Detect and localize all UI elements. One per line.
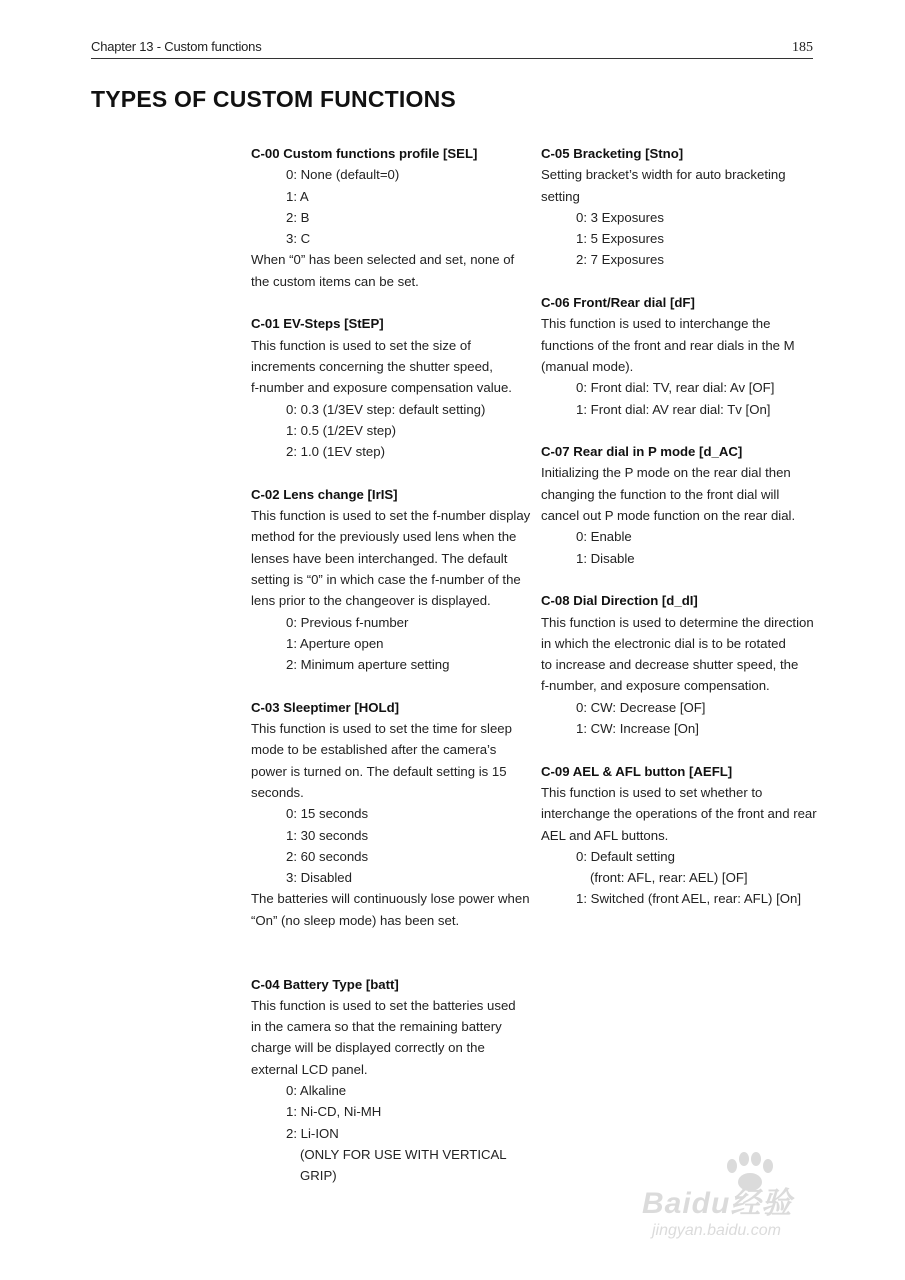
section-description: changing the function to the front dial will — [541, 486, 780, 502]
section-description: power is turned on. The default setting is 15 — [251, 763, 507, 779]
option-item: 1: 5 Exposures — [576, 231, 664, 247]
section-c04 — [251, 974, 531, 1187]
option-item: 1: 30 seconds — [286, 827, 369, 843]
section-description: This function is used to set the size of — [251, 337, 471, 353]
section-c02 — [251, 484, 531, 676]
section-description: lens prior to the changeover is displayed. — [251, 593, 491, 609]
option-item: 1: Disable — [576, 550, 635, 566]
option-item: 1: 0.5 (1/2EV step) — [286, 422, 396, 438]
section-description: Setting bracket’s width for auto bracketing — [541, 167, 786, 183]
header-divider — [91, 58, 813, 59]
section-description: seconds. — [251, 784, 304, 800]
section-c00 — [251, 143, 531, 292]
option-item: 1: CW: Increase [On] — [576, 721, 699, 737]
section-title: C-02 Lens change [IrIS] — [251, 486, 398, 502]
option-item: 1: Front dial: AV rear dial: Tv [On] — [576, 401, 771, 417]
right-column — [541, 143, 821, 910]
section-c05 — [541, 143, 821, 271]
section-title: C-03 Sleeptimer [HOLd] — [251, 699, 400, 715]
section-description: interchange the operations of the front and rear — [541, 806, 817, 822]
section-title: C-00 Custom functions profile [SEL] — [251, 146, 478, 161]
option-item: 3: C — [286, 231, 311, 247]
section-description: in the camera so that the remaining battery — [251, 1019, 502, 1035]
section-description: charge will be displayed correctly on the — [251, 1040, 485, 1056]
section-note: When “0” has been selected and set, none of — [251, 252, 515, 268]
option-item: 2: Minimum aperture setting — [286, 657, 450, 673]
section-title: C-07 Rear dial in P mode [d_AC] — [541, 444, 743, 460]
page-title: TYPES OF CUSTOM FUNCTIONS — [91, 86, 456, 112]
running-header-chapter: Chapter 13 - Custom functions — [91, 39, 262, 54]
section-description: setting is “0” in which case the f-number of the — [251, 571, 521, 587]
section-c08 — [541, 590, 821, 739]
section-c09 — [541, 761, 821, 910]
section-description: mode to be established after the camera’s — [251, 742, 497, 758]
option-item: 0: None (default=0) — [286, 167, 400, 183]
option-subnote: (front: AFL, rear: AEL) [OF] — [590, 870, 748, 886]
section-title: C-06 Front/Rear dial [dF] — [541, 295, 695, 311]
option-item: 0: Enable — [576, 529, 632, 545]
section-note: The batteries will continuously lose power when — [251, 891, 530, 907]
option-item: 2: 7 Exposures — [576, 252, 664, 268]
section-description: This function is used to interchange the — [541, 316, 771, 332]
section-note: the custom items can be set. — [251, 273, 419, 289]
left-column — [251, 143, 531, 1187]
watermark-brand: Baidu经验 — [642, 1187, 793, 1220]
option-item: 2: 60 seconds — [286, 848, 369, 864]
section-title: C-01 EV-Steps [StEP] — [251, 316, 384, 332]
section-title: C-09 AEL & AFL button [AEFL] — [541, 763, 733, 779]
section-description: f-number and exposure compensation value. — [251, 380, 512, 396]
section-description: setting — [541, 188, 580, 204]
option-item: 1: Ni-CD, Ni-MH — [286, 1104, 382, 1120]
section-description: functions of the front and rear dials in the M — [541, 337, 795, 353]
watermark-url: jingyan.baidu.com — [652, 1222, 781, 1239]
baidu-watermark — [642, 1148, 857, 1248]
option-item: 2: B — [286, 209, 310, 225]
option-item: 3: Disabled — [286, 870, 352, 886]
option-item: 0: CW: Decrease [OF] — [576, 699, 706, 715]
option-item: 1: Aperture open — [286, 635, 384, 651]
section-description: external LCD panel. — [251, 1061, 368, 1077]
section-c01 — [251, 313, 531, 462]
option-item: 2: 1.0 (1EV step) — [286, 444, 385, 460]
section-description: in which the electronic dial is to be rotated — [541, 635, 786, 651]
section-description: increments concerning the shutter speed, — [251, 358, 493, 374]
section-title: C-05 Bracketing [Stno] — [541, 146, 684, 161]
section-description: cancel out P mode function on the rear dial. — [541, 508, 796, 524]
option-item: 0: Alkaline — [286, 1083, 347, 1099]
option-item: 2: Li-ION — [286, 1125, 339, 1141]
section-c06 — [541, 292, 821, 420]
option-subnote: (ONLY FOR USE WITH VERTICAL GRIP) — [300, 1146, 507, 1184]
section-title: C-08 Dial Direction [d_dI] — [541, 593, 698, 609]
section-description: AEL and AFL buttons. — [541, 827, 669, 843]
option-item: 0: 3 Exposures — [576, 209, 664, 225]
page-number: 185 — [792, 40, 813, 55]
section-description: to increase and decrease shutter speed, the — [541, 657, 799, 673]
section-note: “On” (no sleep mode) has been set. — [251, 912, 460, 928]
option-item: 0: Previous f-number — [286, 614, 409, 630]
option-item: 1: A — [286, 188, 309, 204]
section-description: lenses have been interchanged. The default — [251, 550, 508, 566]
option-item: 0: Default setting — [576, 848, 675, 864]
section-title: C-04 Battery Type [batt] — [251, 976, 399, 992]
section-description: (manual mode). — [541, 358, 634, 374]
section-description: f-number, and exposure compensation. — [541, 678, 770, 694]
section-description: This function is used to set the f-number display — [251, 508, 531, 524]
section-description: This function is used to set the batteries used — [251, 997, 516, 1013]
section-description: Initializing the P mode on the rear dial then — [541, 465, 791, 481]
section-c07 — [541, 441, 821, 569]
option-item: 0: 0.3 (1/3EV step: default setting) — [286, 401, 486, 417]
section-description: This function is used to set whether to — [541, 784, 763, 800]
section-description: method for the previously used lens when the — [251, 529, 517, 545]
option-item: 0: 15 seconds — [286, 806, 369, 822]
option-item: 1: Switched (front AEL, rear: AFL) [On] — [576, 891, 802, 907]
section-description: This function is used to set the time for sleep — [251, 721, 512, 737]
option-item: 0: Front dial: TV, rear dial: Av [OF] — [576, 380, 775, 396]
section-c03 — [251, 697, 531, 931]
section-description: This function is used to determine the direction — [541, 614, 814, 630]
